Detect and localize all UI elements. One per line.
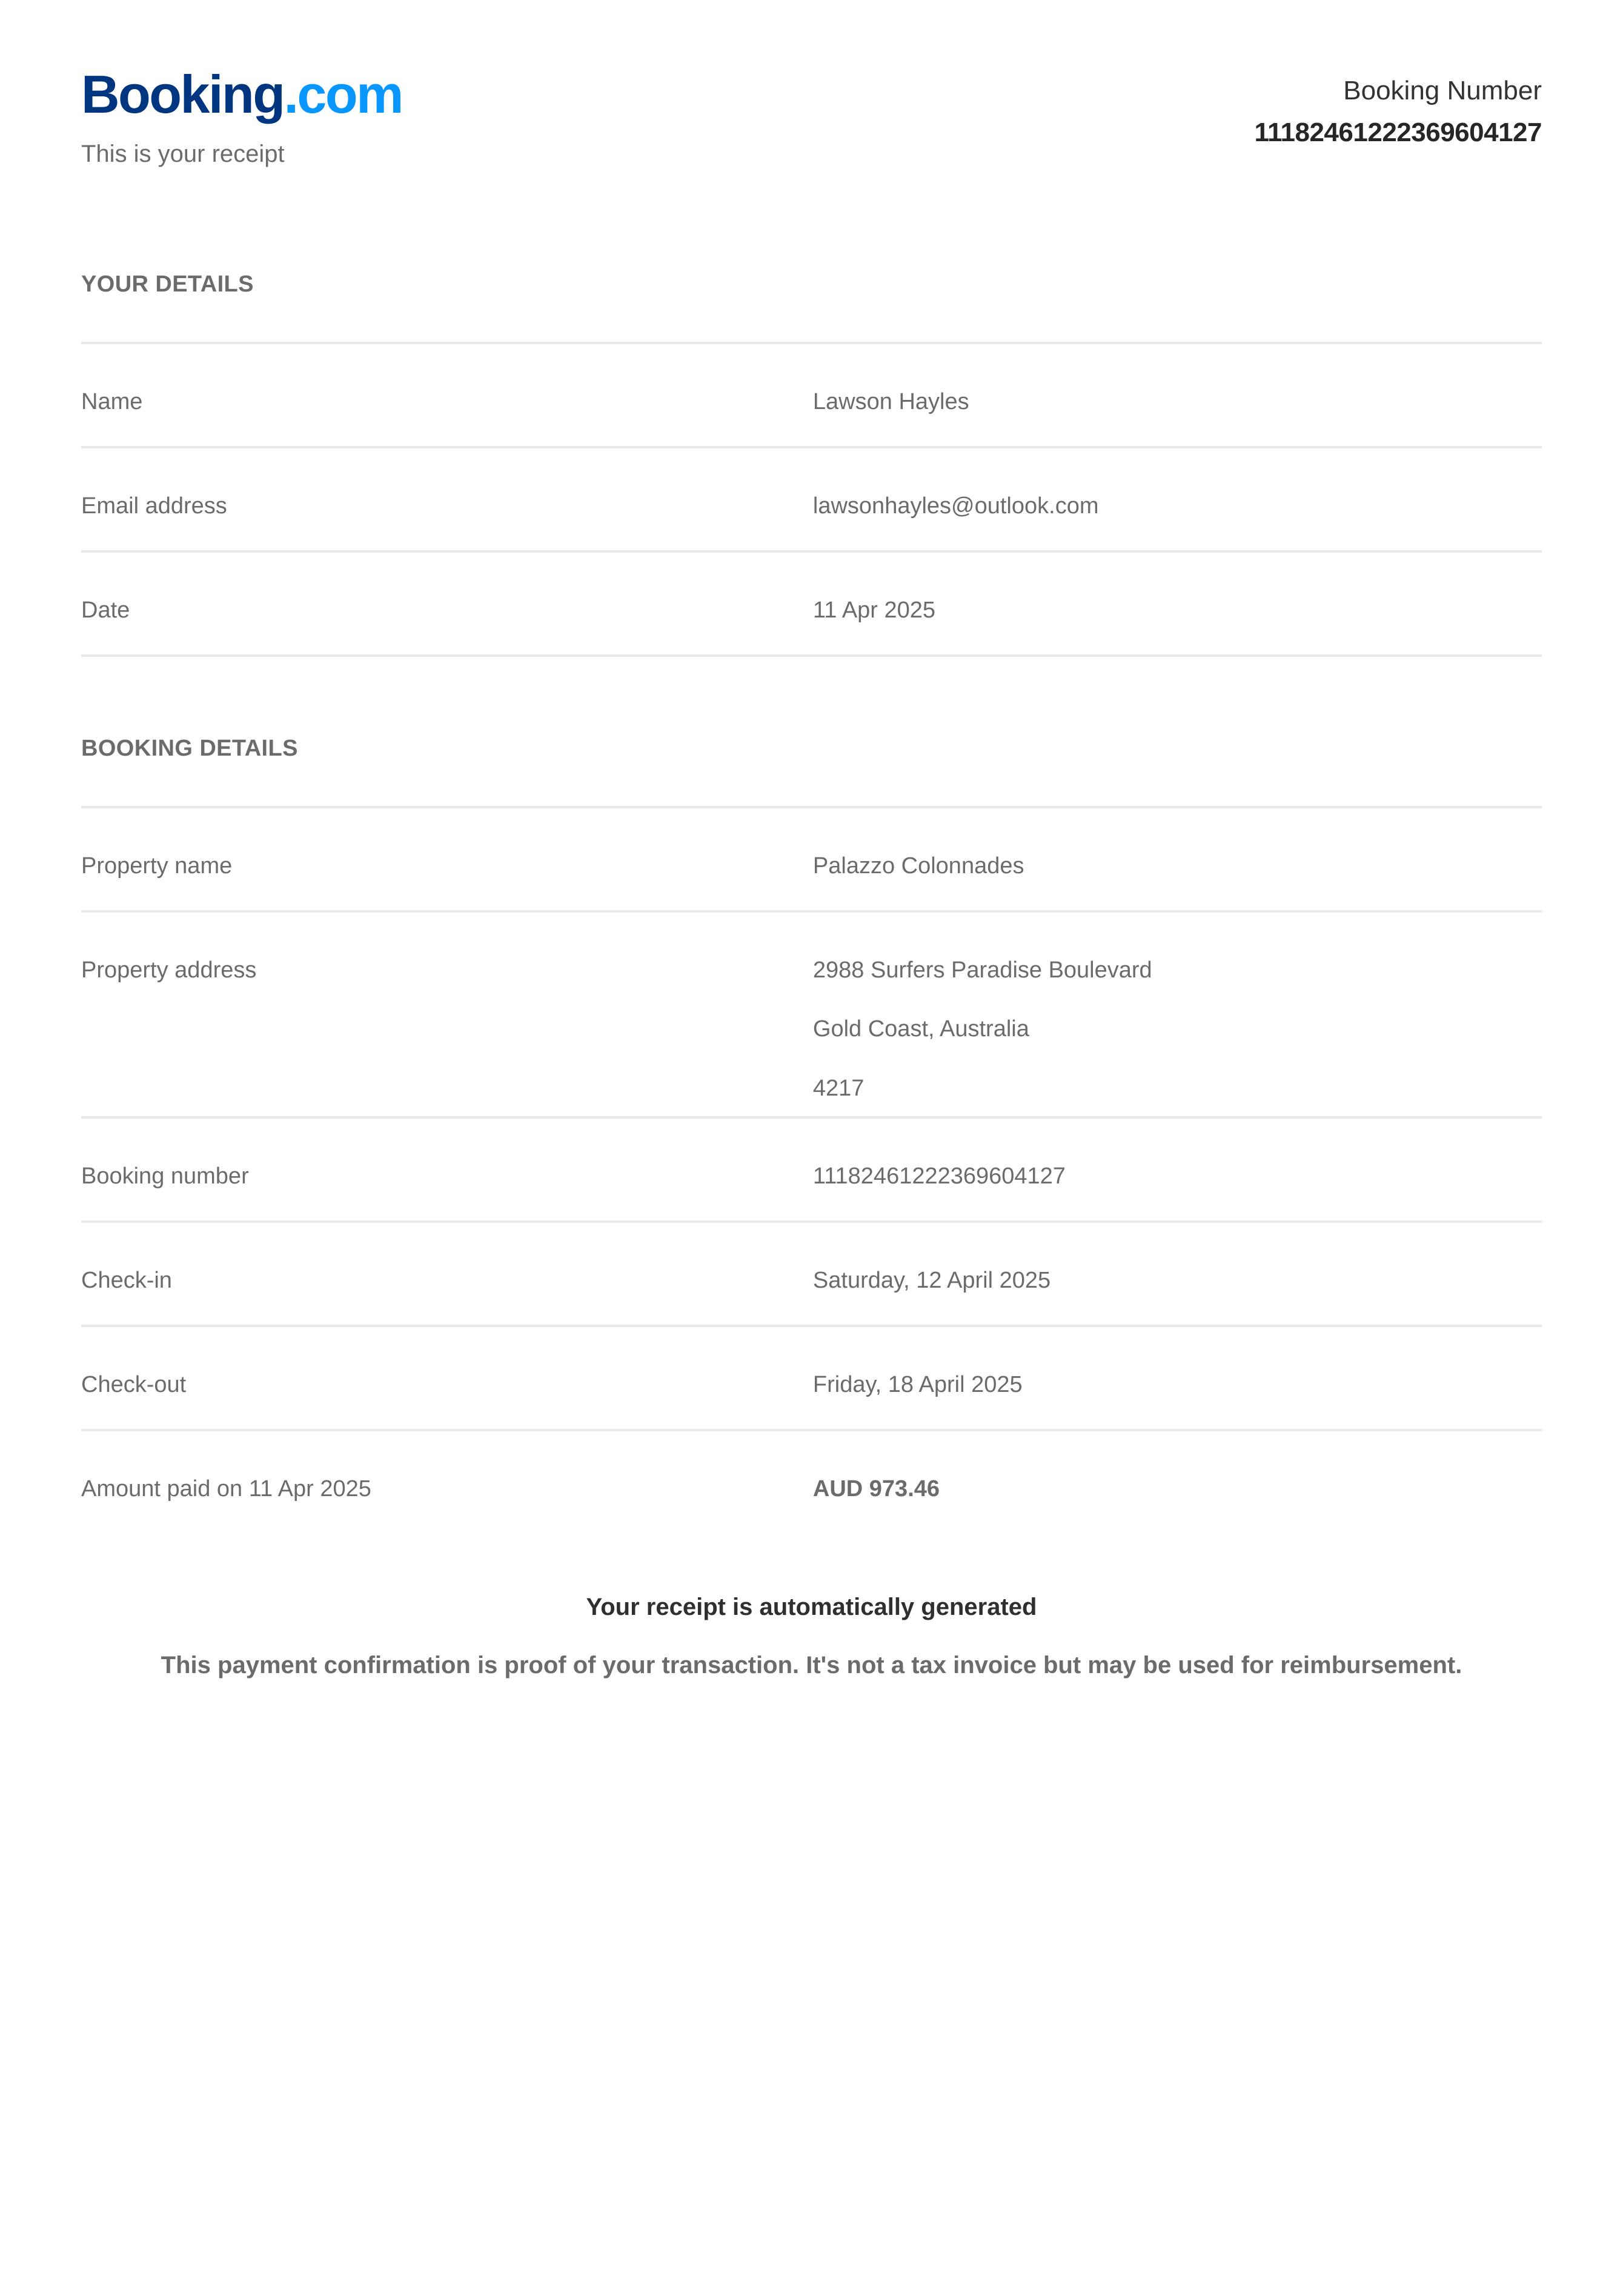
row-value-booking-number: 11182461222369604127: [812, 1163, 1066, 1189]
address-line: Gold Coast, Australia: [812, 1016, 1029, 1042]
logo-dot: .: [284, 64, 297, 124]
row-value-email: lawsonhayles@outlook.com: [812, 493, 1099, 519]
row-value-date: 11 Apr 2025: [812, 597, 936, 623]
brand-block: [81, 64, 402, 168]
row-label-name: Name: [81, 389, 143, 414]
table-row: [81, 550, 1542, 654]
row-label-property-address: Property address: [81, 957, 257, 983]
table-row: [81, 1116, 1542, 1220]
row-value-property-name: Palazzo Colonnades: [812, 853, 1024, 879]
row-label-email: Email address: [81, 493, 227, 519]
your-details-rows: [81, 342, 1542, 657]
row-value-checkin: Saturday, 12 April 2025: [812, 1268, 1051, 1293]
footer-disclaimer: This payment confirmation is proof of your transaction. It's not a tax invoice but may be used for reimbursement.: [161, 1652, 1462, 1679]
booking-details-title: BOOKING DETAILS: [81, 736, 298, 761]
booking-details-rows: [81, 806, 1542, 1520]
table-row: [81, 1429, 1542, 1520]
row-label-date: Date: [81, 597, 130, 623]
row-value-property-address: [813, 913, 1542, 1104]
logo-tld: com: [297, 64, 402, 124]
address-line: 2988 Surfers Paradise Boulevard: [812, 957, 1152, 983]
row-label-checkout: Check-out: [81, 1372, 187, 1397]
row-label-amount-paid: Amount paid on 11 Apr 2025: [81, 1476, 371, 1502]
row-value-name: Lawson Hayles: [812, 389, 969, 414]
booking-number-block: [1254, 68, 1542, 149]
section-your-details: [81, 273, 1542, 657]
row-value-checkout: Friday, 18 April 2025: [812, 1372, 1023, 1397]
table-row: [81, 1220, 1542, 1325]
your-details-bottom-rule: [81, 654, 1542, 657]
row-value-amount-paid: AUD 973.46: [812, 1476, 940, 1502]
footer-auto-generated-note: Your receipt is automatically generated: [586, 1594, 1037, 1620]
table-row: [81, 342, 1542, 446]
section-booking-details: [81, 737, 1542, 1520]
receipt-footer: [81, 1591, 1542, 1689]
row-label-booking-number: Booking number: [81, 1163, 249, 1189]
table-row: [81, 806, 1542, 910]
your-details-title: YOUR DETAILS: [81, 271, 254, 297]
booking-number-label: Booking Number: [1343, 76, 1542, 105]
row-label-checkin: Check-in: [81, 1268, 172, 1293]
booking-com-logo: [81, 64, 402, 124]
table-row: [81, 910, 1542, 1116]
row-label-property-name: Property name: [81, 853, 233, 879]
logo-wordmark: Booking: [81, 64, 284, 124]
table-row: [81, 446, 1542, 550]
receipt-subtitle: This is your receipt: [81, 141, 285, 167]
receipt-header: [81, 0, 1542, 168]
address-line: 4217: [812, 1075, 865, 1101]
table-row: [81, 1325, 1542, 1429]
booking-number-value: 11182461222369604127: [1254, 118, 1542, 147]
